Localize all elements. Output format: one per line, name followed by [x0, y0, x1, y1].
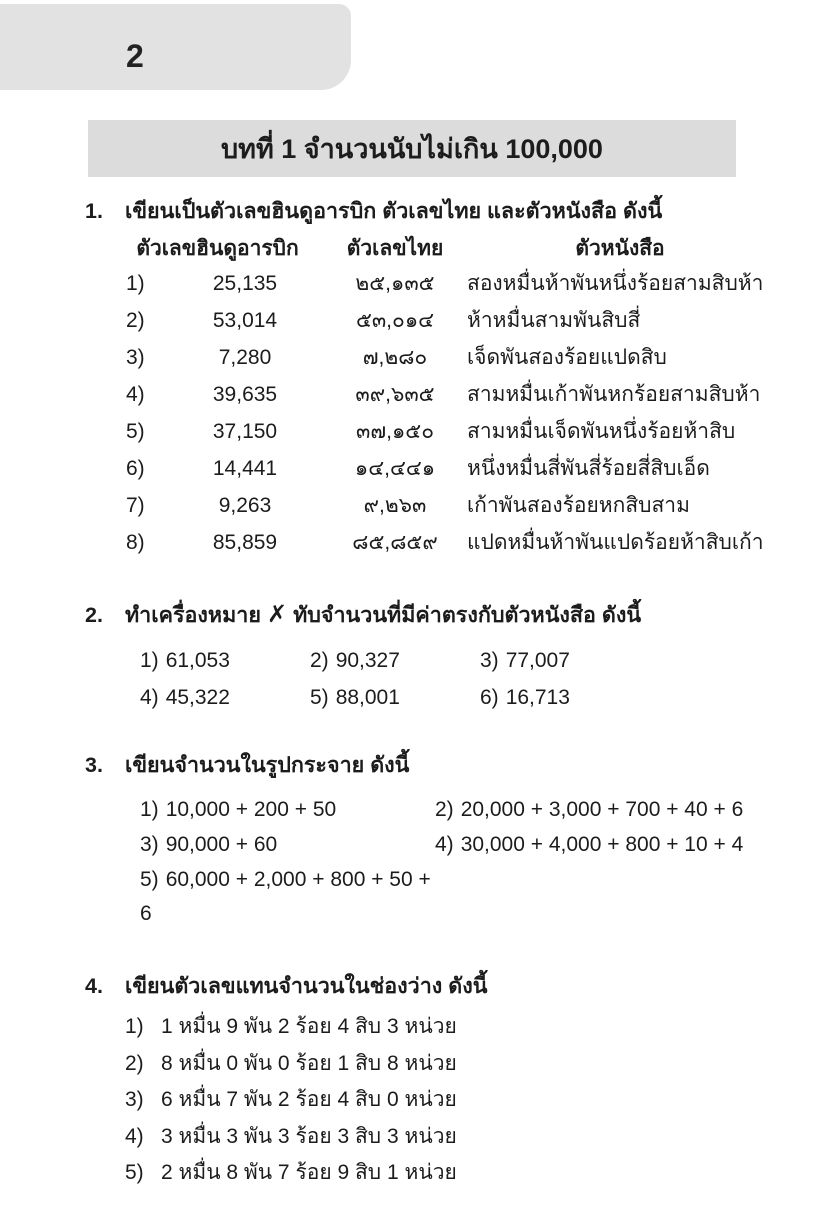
item-label: 1) — [140, 649, 159, 672]
row-index: 4) — [126, 383, 145, 406]
item-value: 88,001 — [335, 686, 400, 709]
number-words: สองหมื่นห้าพันหนึ่งร้อยสามสิบห้า — [467, 272, 764, 295]
arabic-numeral: 39,635 — [212, 383, 278, 406]
item-value: 6 หมื่น 7 พัน 2 ร้อย 4 สิบ 0 หน่วย — [161, 1088, 457, 1111]
row-index: 6) — [126, 457, 145, 480]
row-index: 2) — [126, 309, 145, 332]
exercise-4-title: เขียนตัวเลขแทนจำนวนในช่องว่าง ดังนี้ — [125, 974, 488, 998]
list-item — [435, 793, 775, 827]
list-item — [125, 1155, 775, 1192]
table-row — [110, 302, 775, 339]
table-row — [110, 487, 775, 524]
table-header-row — [110, 232, 775, 265]
table-row — [110, 339, 775, 376]
arabic-numeral: 85,859 — [212, 531, 278, 554]
thai-numeral: ๓๙,๖๓๕ — [355, 383, 435, 406]
number-conversion-table — [110, 232, 775, 561]
row-index: 3) — [126, 346, 145, 369]
page-content — [85, 194, 775, 1192]
page-number: 2 — [126, 38, 144, 74]
item-label: 5) — [125, 1161, 144, 1184]
exercise-2 — [85, 598, 775, 715]
exercise-1-title: เขียนเป็นตัวเลขฮินดูอารบิก ตัวเลขไทย และตัวหนังสือ ดังนี้ — [125, 199, 663, 223]
exercise-2-title-after: ทับจำนวนที่มีค่าตรงกับตัวหนังสือ ดังนี้ — [293, 603, 642, 627]
list-item — [140, 680, 310, 715]
thai-numeral: ๕๓,๐๑๔ — [355, 309, 435, 332]
exercise-2-items — [140, 643, 775, 715]
exercise-3-heading — [85, 748, 775, 782]
item-label: 5) — [140, 868, 159, 891]
number-words: สามหมื่นเก้าพันหกร้อยสามสิบห้า — [467, 383, 761, 406]
arabic-numeral: 37,150 — [212, 420, 278, 443]
item-label: 4) — [435, 833, 454, 856]
list-item — [125, 1009, 775, 1046]
number-words: เจ็ดพันสองร้อยแปดสิบ — [467, 346, 667, 369]
row-index: 8) — [126, 531, 145, 554]
thai-numeral: ๓๗,๑๕๐ — [355, 420, 435, 443]
number-words: แปดหมื่นห้าพันแปดร้อยห้าสิบเก้า — [467, 531, 764, 554]
item-value: 60,000 + 2,000 + 800 + 50 + 6 — [140, 868, 431, 925]
exercise-4 — [85, 969, 775, 1192]
list-item — [125, 1046, 775, 1083]
exercise-2-title-before: ทำเครื่องหมาย — [125, 603, 261, 627]
row-index: 7) — [126, 494, 145, 517]
item-value: 2 หมื่น 8 พัน 7 ร้อย 9 สิบ 1 หน่วย — [161, 1161, 457, 1184]
exercise-3-title: เขียนจำนวนในรูปกระจาย ดังนี้ — [125, 753, 410, 777]
exercise-3 — [85, 748, 775, 931]
item-value: 45,322 — [165, 686, 230, 709]
item-value: 77,007 — [505, 649, 570, 672]
item-label: 2) — [310, 649, 329, 672]
thai-numeral: ๘๕,๘๕๙ — [352, 531, 438, 554]
item-value: 90,327 — [335, 649, 400, 672]
item-label: 2) — [125, 1051, 144, 1075]
chapter-title: บทที่ 1 จำนวนนับไม่เกิน 100,000 — [221, 134, 603, 164]
table-row — [110, 376, 775, 413]
list-item — [480, 643, 775, 678]
item-label: 3) — [125, 1088, 144, 1111]
number-words: หนึ่งหมื่นสี่พันสี่ร้อยสี่สิบเอ็ด — [467, 457, 710, 480]
exercise-1 — [85, 194, 775, 561]
item-label: 1) — [140, 798, 159, 821]
item-label: 4) — [125, 1124, 144, 1148]
item-label: 3) — [480, 649, 499, 672]
list-item — [310, 680, 480, 715]
item-value: 3 หมื่น 3 พัน 3 ร้อย 3 สิบ 3 หน่วย — [161, 1124, 457, 1148]
item-label: 3) — [140, 833, 159, 856]
number-words: สามหมื่นเจ็ดพันหนึ่งร้อยห้าสิบ — [467, 420, 736, 443]
item-value: 30,000 + 4,000 + 800 + 10 + 4 — [460, 833, 744, 856]
exercise-4-items — [125, 1009, 775, 1192]
item-value: 16,713 — [505, 686, 570, 709]
item-value: 8 หมื่น 0 พัน 0 ร้อย 1 สิบ 8 หน่วย — [161, 1051, 457, 1075]
table-row — [110, 265, 775, 302]
exercise-1-number: 1. — [85, 199, 103, 223]
exercise-1-heading — [85, 194, 775, 228]
item-label: 4) — [140, 686, 159, 709]
col-header-arabic: ตัวเลขฮินดูอารบิก — [136, 237, 299, 260]
row-index: 1) — [126, 272, 145, 295]
item-value: 1 หมื่น 9 พัน 2 ร้อย 4 สิบ 3 หน่วย — [161, 1015, 457, 1038]
item-value: 61,053 — [165, 649, 230, 672]
item-label: 2) — [435, 798, 454, 821]
exercise-4-heading — [85, 969, 775, 1003]
list-item — [310, 643, 480, 678]
list-item — [140, 793, 435, 827]
cross-mark-icon: ✗ — [266, 601, 288, 628]
col-header-words: ตัวหนังสือ — [575, 237, 665, 260]
item-value: 90,000 + 60 — [165, 833, 278, 856]
list-item — [140, 643, 310, 678]
item-label: 5) — [310, 686, 329, 709]
arabic-numeral: 25,135 — [212, 272, 278, 295]
arabic-numeral: 7,280 — [218, 346, 272, 369]
item-label: 6) — [480, 686, 499, 709]
list-item — [125, 1082, 775, 1119]
exercise-2-title — [125, 598, 641, 632]
table-row — [110, 524, 775, 561]
list-item — [480, 680, 775, 715]
list-item — [125, 1119, 775, 1156]
exercise-2-number: 2. — [85, 603, 103, 627]
exercise-3-number: 3. — [85, 753, 103, 777]
chapter-banner — [88, 120, 736, 177]
item-label: 1) — [125, 1015, 144, 1038]
item-value: 20,000 + 3,000 + 700 + 40 + 6 — [460, 798, 744, 821]
arabic-numeral: 53,014 — [212, 309, 278, 332]
arabic-numeral: 14,441 — [212, 457, 278, 480]
exercise-2-heading — [85, 598, 775, 632]
list-item — [140, 863, 435, 931]
col-header-thai: ตัวเลขไทย — [346, 237, 444, 260]
exercise-4-number: 4. — [85, 974, 103, 998]
list-item — [435, 828, 775, 862]
number-words: ห้าหมื่นสามพันสิบสี่ — [467, 309, 641, 332]
number-words: เก้าพันสองร้อยหกสิบสาม — [467, 494, 690, 517]
arabic-numeral: 9,263 — [218, 494, 272, 517]
list-item — [140, 828, 435, 862]
thai-numeral: ๑๔,๔๔๑ — [354, 457, 436, 480]
page-number-tab — [0, 4, 351, 90]
thai-numeral: ๒๕,๑๓๕ — [355, 272, 435, 295]
row-index: 5) — [126, 420, 145, 443]
thai-numeral: ๗,๒๘๐ — [362, 346, 428, 369]
table-row — [110, 450, 775, 487]
item-value: 10,000 + 200 + 50 — [165, 798, 337, 821]
exercise-3-items — [140, 793, 775, 931]
table-row — [110, 413, 775, 450]
thai-numeral: ๙,๒๖๓ — [363, 494, 427, 517]
